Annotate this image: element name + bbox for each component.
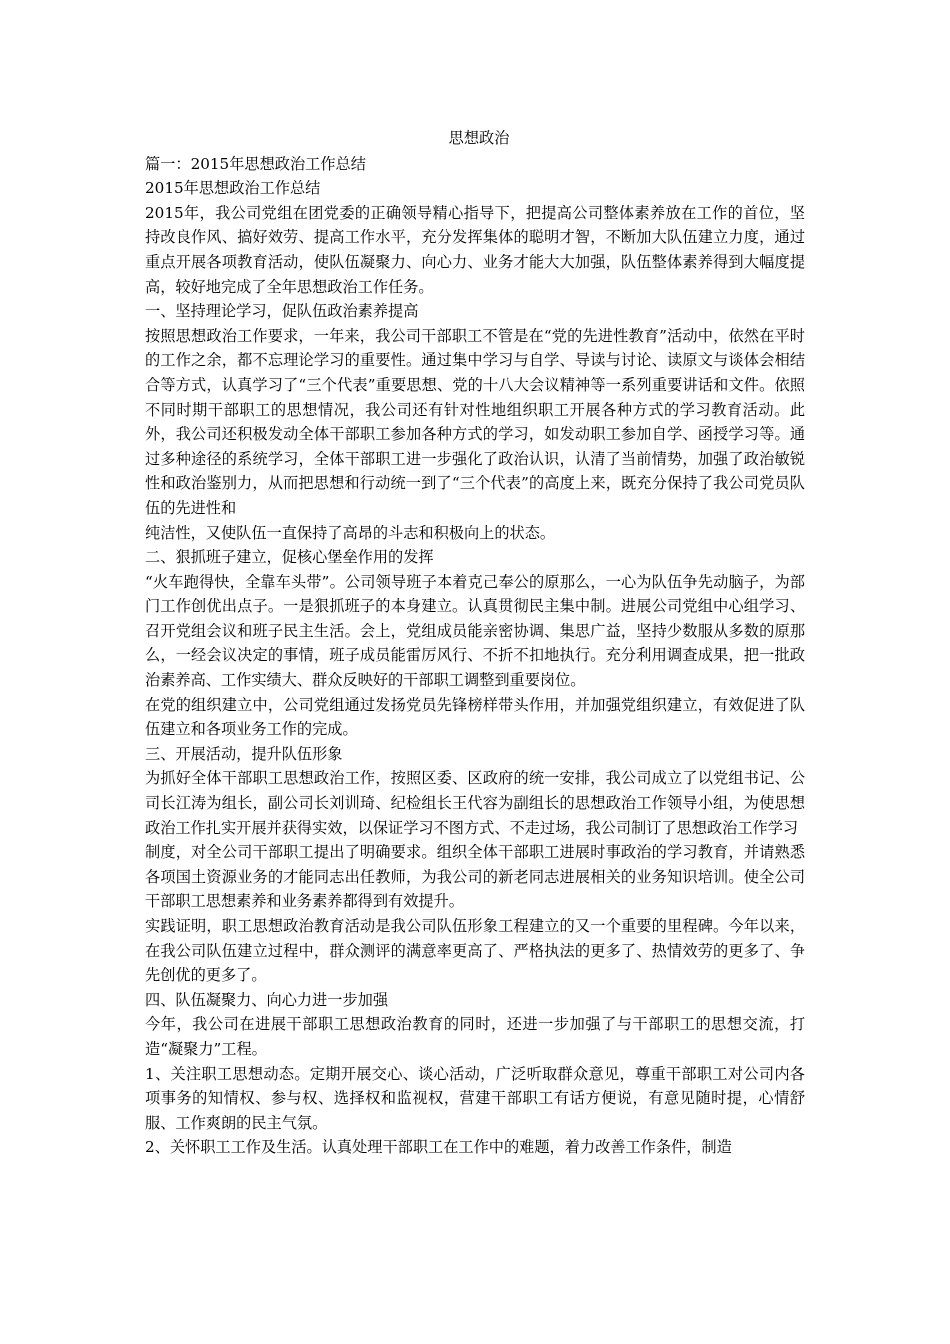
body-paragraph: 按照思想政治工作要求，一年来，我公司干部职工不管是在“党的先进性教育”活动中，依然在平时的工作之余，都不忘理论学习的重要性。通过集中学习与自学、导读与讨论、读原文与谈体会相结合等方式，认真学习了“三个代表”重要思想、党的十八大会议精神等一系列重要讲话和文件。依照不同时期干部职工的思想情况，我公司还有针对性地组织职工开展各种方式的学习教育活动。此外，我公司还积极发动全体干部职工参加各种方式的学习，如发动职工参加自学、函授学习等。通过多种途径的系统学习，全体干部职工进一步强化了政治认识，认清了当前情势，加强了政治敏锐性和政治鉴别力，从而把思想和行动统一到了“三个代表”的高度上来，既充分保持了我公司党员队伍的先进性和: [145, 326, 805, 517]
section-heading: 三、开展活动，提升队伍形象: [145, 744, 343, 763]
article-subheading: 2015年思想政治工作总结: [145, 179, 321, 198]
body-paragraph: 2、关怀职工工作及生活。认真处理干部职工在工作中的难题，着力改善工作条件，制造: [145, 1138, 732, 1157]
article-heading: 篇一：2015年思想政治工作总结: [145, 154, 366, 173]
section-heading: 一、坚持理论学习，促队伍政治素养提高: [145, 302, 419, 321]
document-title: 思想政治: [448, 129, 510, 147]
body-paragraph: 1、关注职工思想动态。定期开展交心、谈心活动，广泛听取群众意见，尊重干部职工对公司内各项事务的知情权、参与权、选择权和监视权，营建干部职工有话方便说，有意见随时提，心情舒服、工作爽朗的民主气氛。: [145, 1064, 805, 1132]
body-paragraph: 今年，我公司在进展干部职工思想政治教育的同时，还进一步加强了与干部职工的思想交流，打造“凝聚力”工程。: [145, 1015, 805, 1058]
body-paragraph: 为抓好全体干部职工思想政治工作，按照区委、区政府的统一安排，我公司成立了以党组书记、公司长江涛为组长，副公司长刘训琦、纪检组长王代容为副组长的思想政治工作领导小组，为使思想政治工作扎实开展并获得实效，以保证学习不图方式、不走过场，我公司制订了思想政治工作学习: [145, 769, 805, 837]
body-paragraph: 纯洁性，又使队伍一直保持了高昂的斗志和积极向上的状态。: [145, 523, 556, 542]
section-heading: 二、狠抓班子建立，促核心堡垒作用的发挥: [145, 548, 434, 567]
body-paragraph: 2015年，我公司党组在团党委的正确领导精心指导下，把提高公司整体素养放在工作的首位，坚持改良作风、搞好效劳、提高工作水平，充分发挥集体的聪明才智，不断加大队伍建立力度，通过重点开展各项教育活动，使队伍凝聚力、向心力、业务才能大大加强，队伍整体素养得到大幅度提高，较好地完成了全年思想政治工作任务。: [145, 203, 805, 296]
body-paragraph: 实践证明，职工思想政治教育活动是我公司队伍形象工程建立的又一个重要的里程碑。今年以来，在我公司队伍建立过程中，群众测评的满意率更高了、严格执法的更多了、热情效劳的更多了、争先创优的更多了。: [145, 917, 805, 985]
document-page: [145, 126, 805, 1160]
body-paragraph: 制度，对全公司干部职工提出了明确要求。组织全体干部职工进展时事政治的学习教育，并请熟悉各项国土资源业务的才能同志出任教师，为我公司的新老同志进展相关的业务知识培训。使全公司干部职工思想素养和业务素养都得到有效提升。: [145, 843, 805, 911]
section-heading: 四、队伍凝聚力、向心力进一步加强: [145, 990, 388, 1009]
body-paragraph: 在党的组织建立中，公司党组通过发扬党员先锋榜样带头作用，并加强党组织建立，有效促进了队伍建立和各项业务工作的完成。: [145, 695, 805, 739]
body-paragraph: “火车跑得快，全靠车头带”。公司领导班子本着克己奉公的原那么，一心为队伍争先动脑子，为部门工作创优出点子。一是狠抓班子的本身建立。认真贯彻民主集中制。进展公司党组中心组学习、召开党组会议和班子民主生活。会上，党组成员能亲密协调、集思广益，坚持少数服从多数的原那么，一经会议决定的事情，班子成员能雷厉风行、不折不扣地执行。充分利用调查成果，把一批政治素养高、工作实绩大、群众反映好的干部职工调整到重要岗位。: [145, 572, 805, 690]
